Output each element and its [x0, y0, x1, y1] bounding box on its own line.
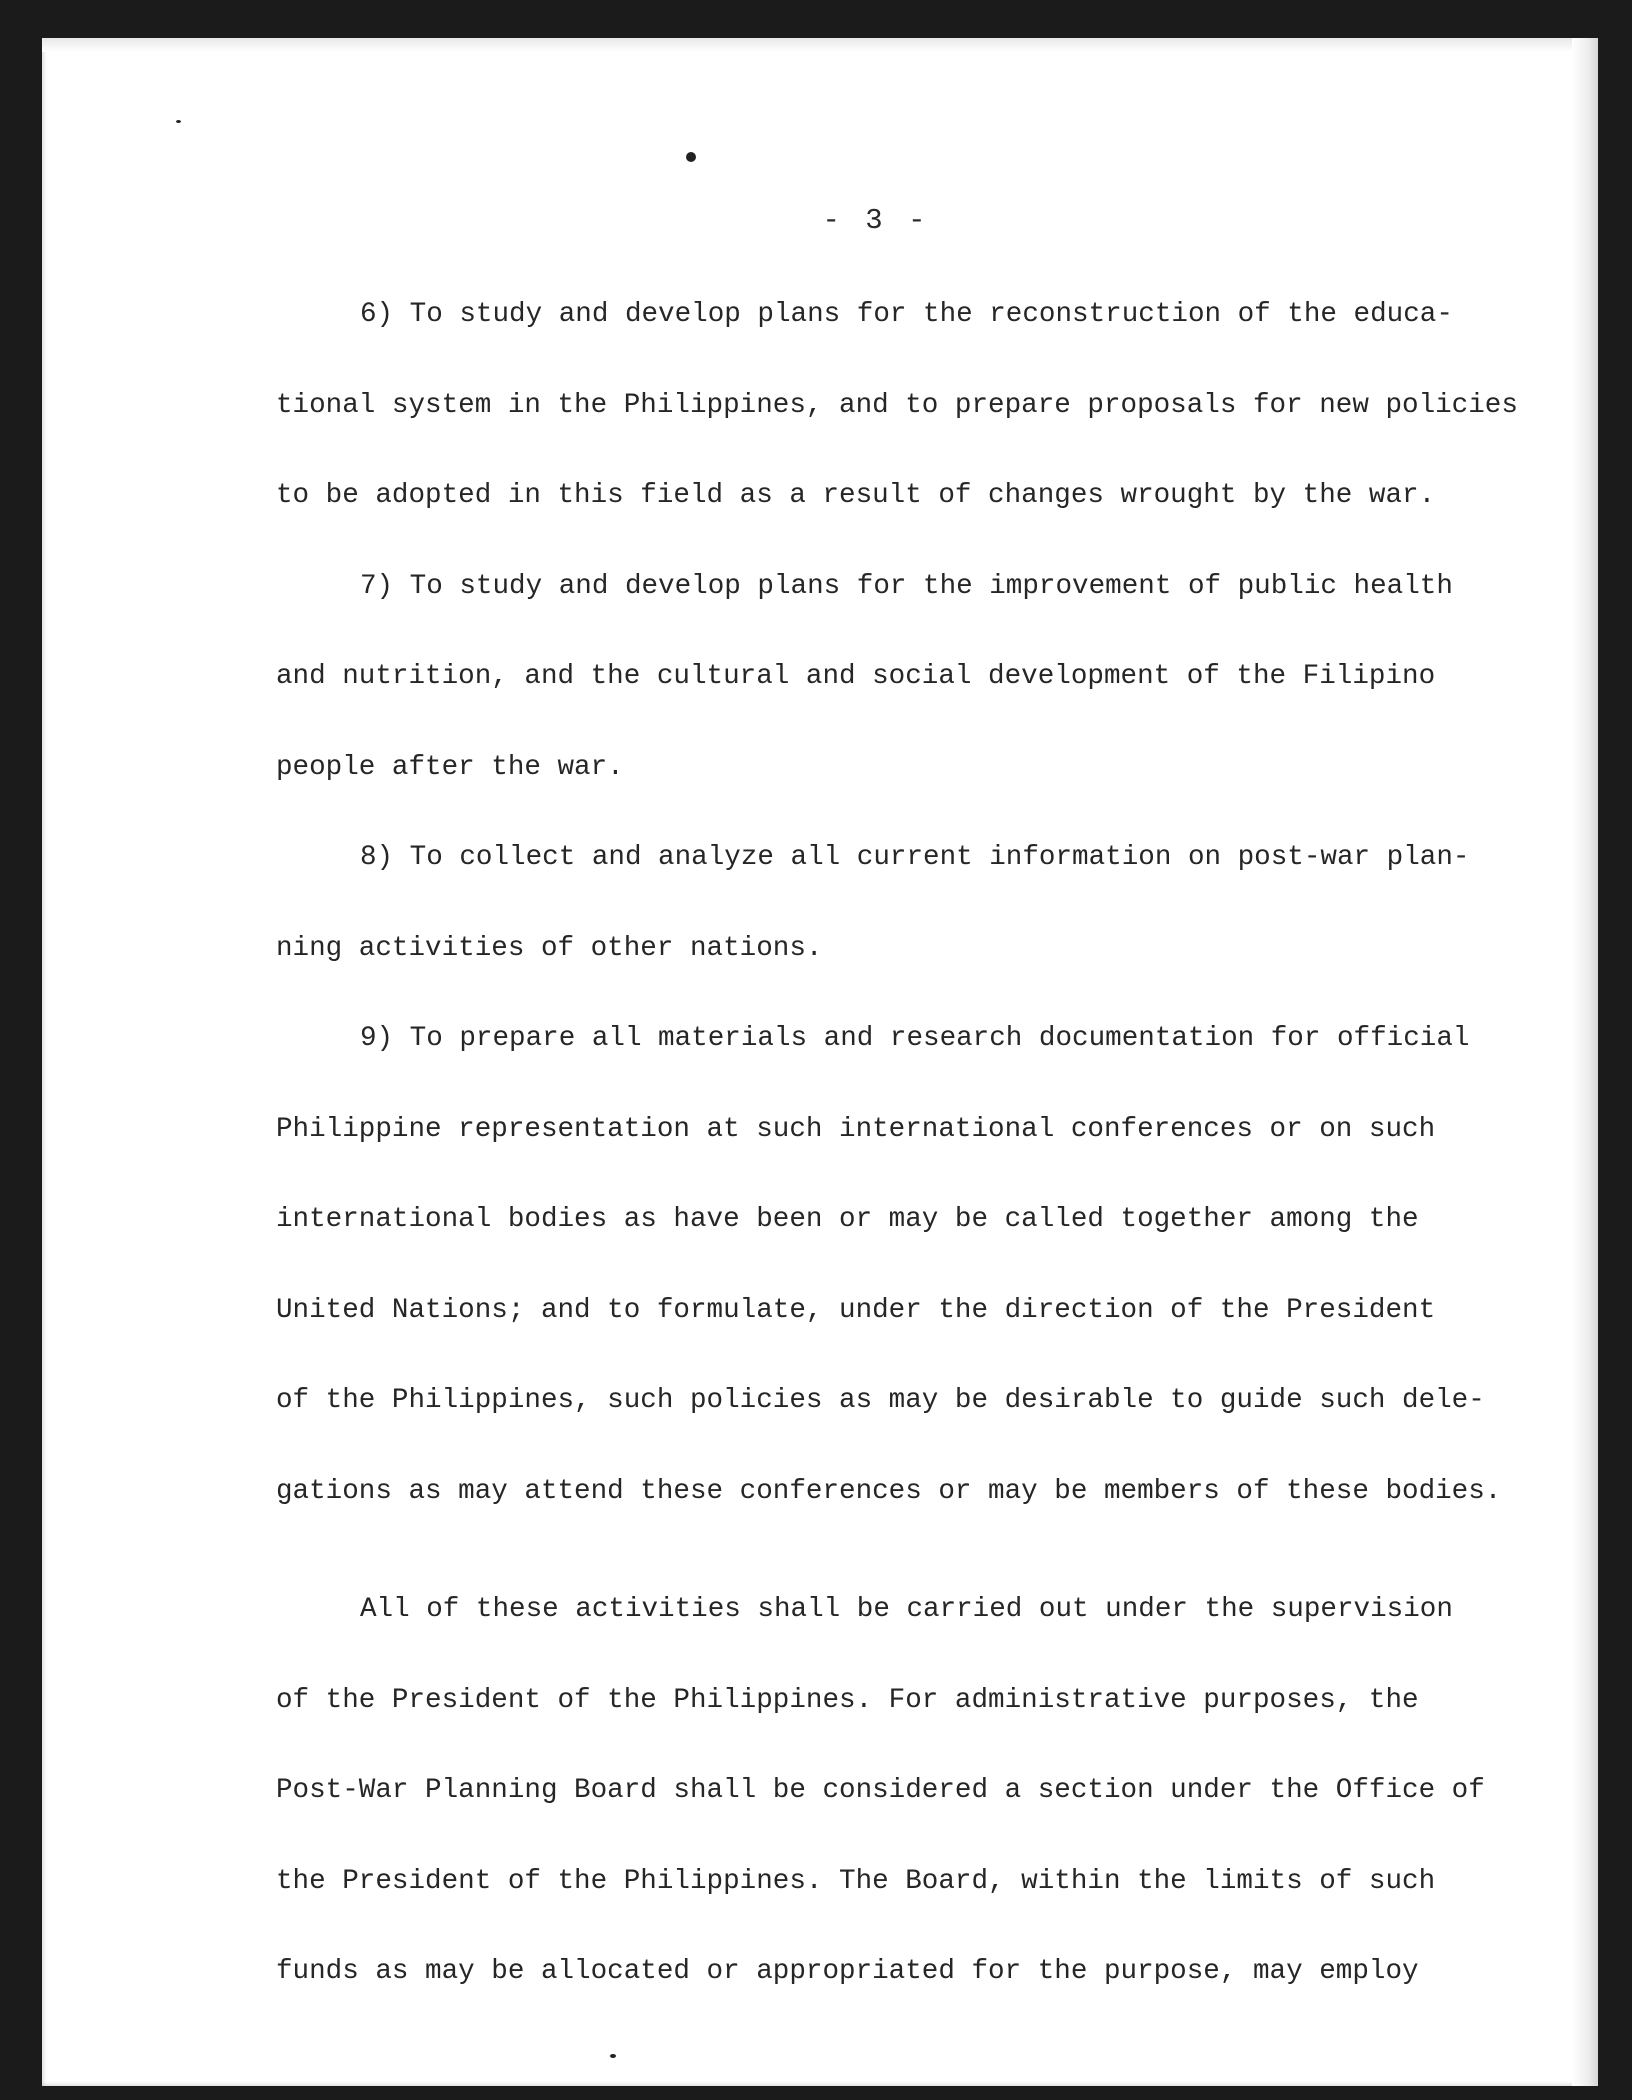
text-line: ning activities of other nations.: [276, 932, 823, 964]
text-line: Philippine representation at such international conferences or on such: [276, 1113, 1436, 1145]
ink-speck: [686, 152, 696, 162]
paragraph-item-9: [276, 1012, 1536, 1555]
paragraph-item-7: [276, 560, 1536, 832]
text-line: tional system in the Philippines, and to prepare proposals for new policies: [276, 389, 1518, 421]
text-line: United Nations; and to formulate, under the direction of the President: [276, 1294, 1436, 1326]
paragraph-supervision: [276, 1583, 1536, 2036]
page-top-edge: [42, 38, 1598, 52]
text-line: and nutrition, and the cultural and social development of the Filipino: [276, 661, 1436, 692]
text-line: 9) To prepare all materials and research documentation for official: [360, 1023, 1470, 1054]
text-line: of the Philippines, such policies as may be desirable to guide such dele-: [276, 1385, 1485, 1416]
document-body: [276, 288, 1536, 2036]
text-line: of the President of the Philippines. For administrative purposes, the: [276, 1684, 1419, 1716]
page-right-edge: [1572, 38, 1598, 2086]
text-line: people after the war.: [276, 751, 624, 783]
text-line: the President of the Philippines. The Board, within the limits of such: [276, 1865, 1436, 1897]
paragraph-gap: [276, 1555, 1536, 1583]
text-line: All of these activities shall be carried out under the supervision: [360, 1594, 1453, 1625]
paragraph-item-6: [276, 288, 1536, 560]
ink-speck: [176, 120, 181, 123]
text-line: 6) To study and develop plans for the reconstruction of the educa-: [360, 299, 1453, 330]
text-line: gations as may attend these conferences or may be members of these bodies.: [276, 1475, 1502, 1507]
text-line: 8) To collect and analyze all current information on post-war plan-: [360, 842, 1470, 873]
text-line: 7) To study and develop plans for the improvement of public health: [360, 570, 1453, 602]
page-number: - 3 -: [822, 204, 930, 237]
ink-speck: [610, 2054, 616, 2058]
text-line: international bodies as have been or may be called together among the: [276, 1204, 1419, 1235]
document-page: [42, 38, 1598, 2086]
text-line: Post-War Planning Board shall be considered a section under the Office of: [276, 1775, 1485, 1806]
text-line: to be adopted in this field as a result of changes wrought by the war.: [276, 480, 1436, 511]
paragraph-item-8: [276, 831, 1536, 1012]
text-line: funds as may be allocated or appropriated for the purpose, may employ: [276, 1956, 1419, 1987]
